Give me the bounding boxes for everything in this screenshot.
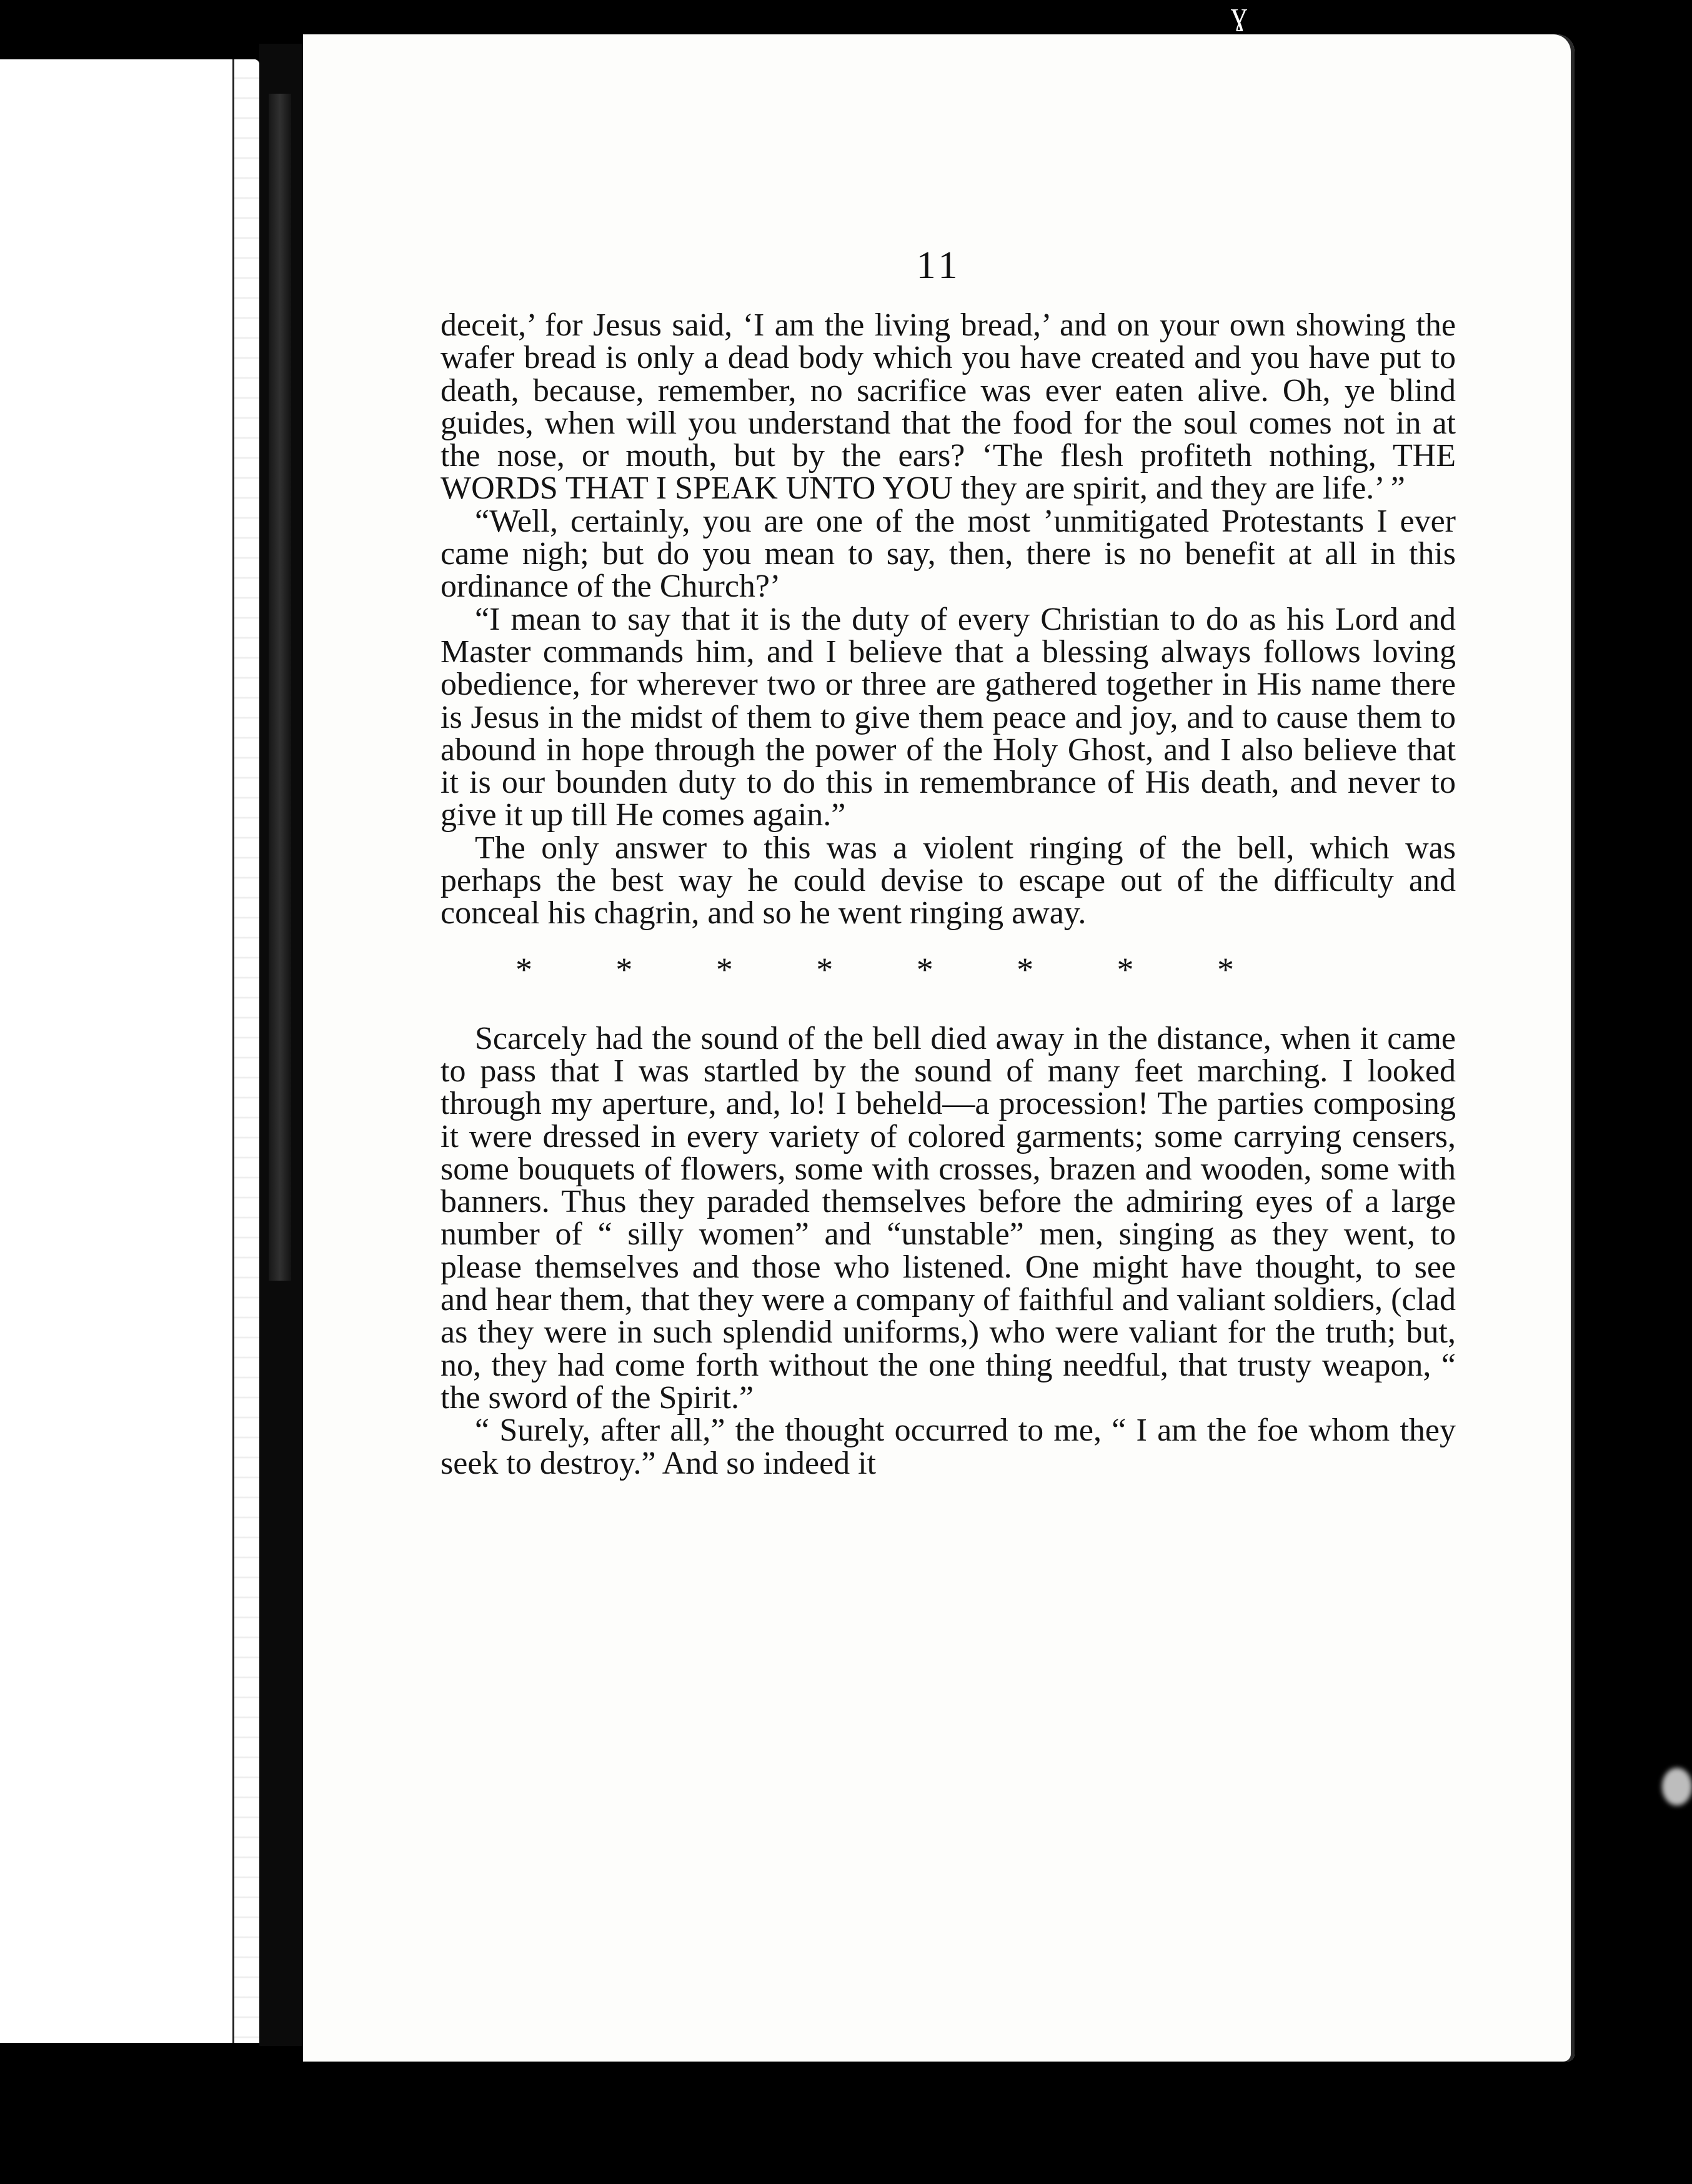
star: * (1217, 950, 1234, 988)
page-stack-edge (232, 59, 259, 2043)
star: * (515, 950, 532, 988)
paragraph-2: “Well, certainly, you are one of the most ’unmitigated Protestants I ever came nigh; but do you mean to say, then, there is no benefit at all in this ordinance of the Church?’ (440, 503, 1456, 605)
star: * (715, 950, 733, 988)
book-page (303, 34, 1575, 2062)
corner-mark: ɣ (1231, 0, 1247, 32)
binding-strip (269, 94, 291, 1281)
section-break (515, 950, 1234, 988)
star: * (916, 950, 933, 988)
star: * (1017, 950, 1034, 988)
star: * (615, 950, 633, 988)
paragraph-5: Scarcely had the sound of the bell died away in the distance, when it came to pass that I was startled by the sound of many feet marching. I looked through my aperture, and, lo! I beheld—a procession! The parties composing it were dressed in every variety of colored garments; some carrying censers, some bouquets of flowers, some with crosses, brazen and wooden, some with banners. Thus they paraded themselves before the admiring eyes of a large number of “ silly women” and “unstable” men, singing as they went, to please themselves and those who listened. One might have thought, to see and hear them, that they were a company of faithful and valiant soldiers, (clad as they were in such splendid uniforms,) who were valiant for the truth; but, no, they had come forth without the one thing needful, that trusty weapon, “ the sword of the Spirit.” (440, 1020, 1456, 1416)
page-number: 11 (916, 244, 962, 287)
scan-artifact (1662, 1768, 1692, 1805)
page-body (440, 309, 1456, 1480)
star: * (816, 950, 834, 988)
paragraph-4: The only answer to this was a violent ringing of the bell, which was perhaps the best way he could devise to escape out of the difficulty and conceal his chagrin, and so he went ringing away. (440, 830, 1456, 931)
paragraph-3: “I mean to say that it is the duty of every Christian to do as his Lord and Master commands him, and I believe that a blessing always follows loving obedience, for wherever two or three are gathered together in His name there is Jesus in the midst of them to give them peace and joy, and to cause them to abound in hope through the power of the Holy Ghost, and I also believe that it is our bounden duty to do this in remembrance of His death, and never to give it up till He comes again.” (440, 601, 1456, 833)
star: * (1117, 950, 1134, 988)
paragraph-1: deceit,’ for Jesus said, ‘I am the living bread,’ and on your own showing the wafer bread is only a dead body which you have created and you have put to death, because, remember, no sacrifice was ever eaten alive. Oh, ye blind guides, when will you understand that the food for the soul comes not in at the nose, or mouth, but by the ears? ‘The flesh profiteth nothing, THE WORDS THAT I SPEAK UNTO YOU they are spirit, and they are life.’ ” (440, 307, 1456, 507)
scan-border-bottom (303, 2062, 1575, 2184)
left-page-edge (0, 59, 259, 2043)
paragraph-6: “ Surely, after all,” the thought occurred to me, “ I am the foe whom they seek to destroy.” And so indeed it (440, 1412, 1456, 1481)
